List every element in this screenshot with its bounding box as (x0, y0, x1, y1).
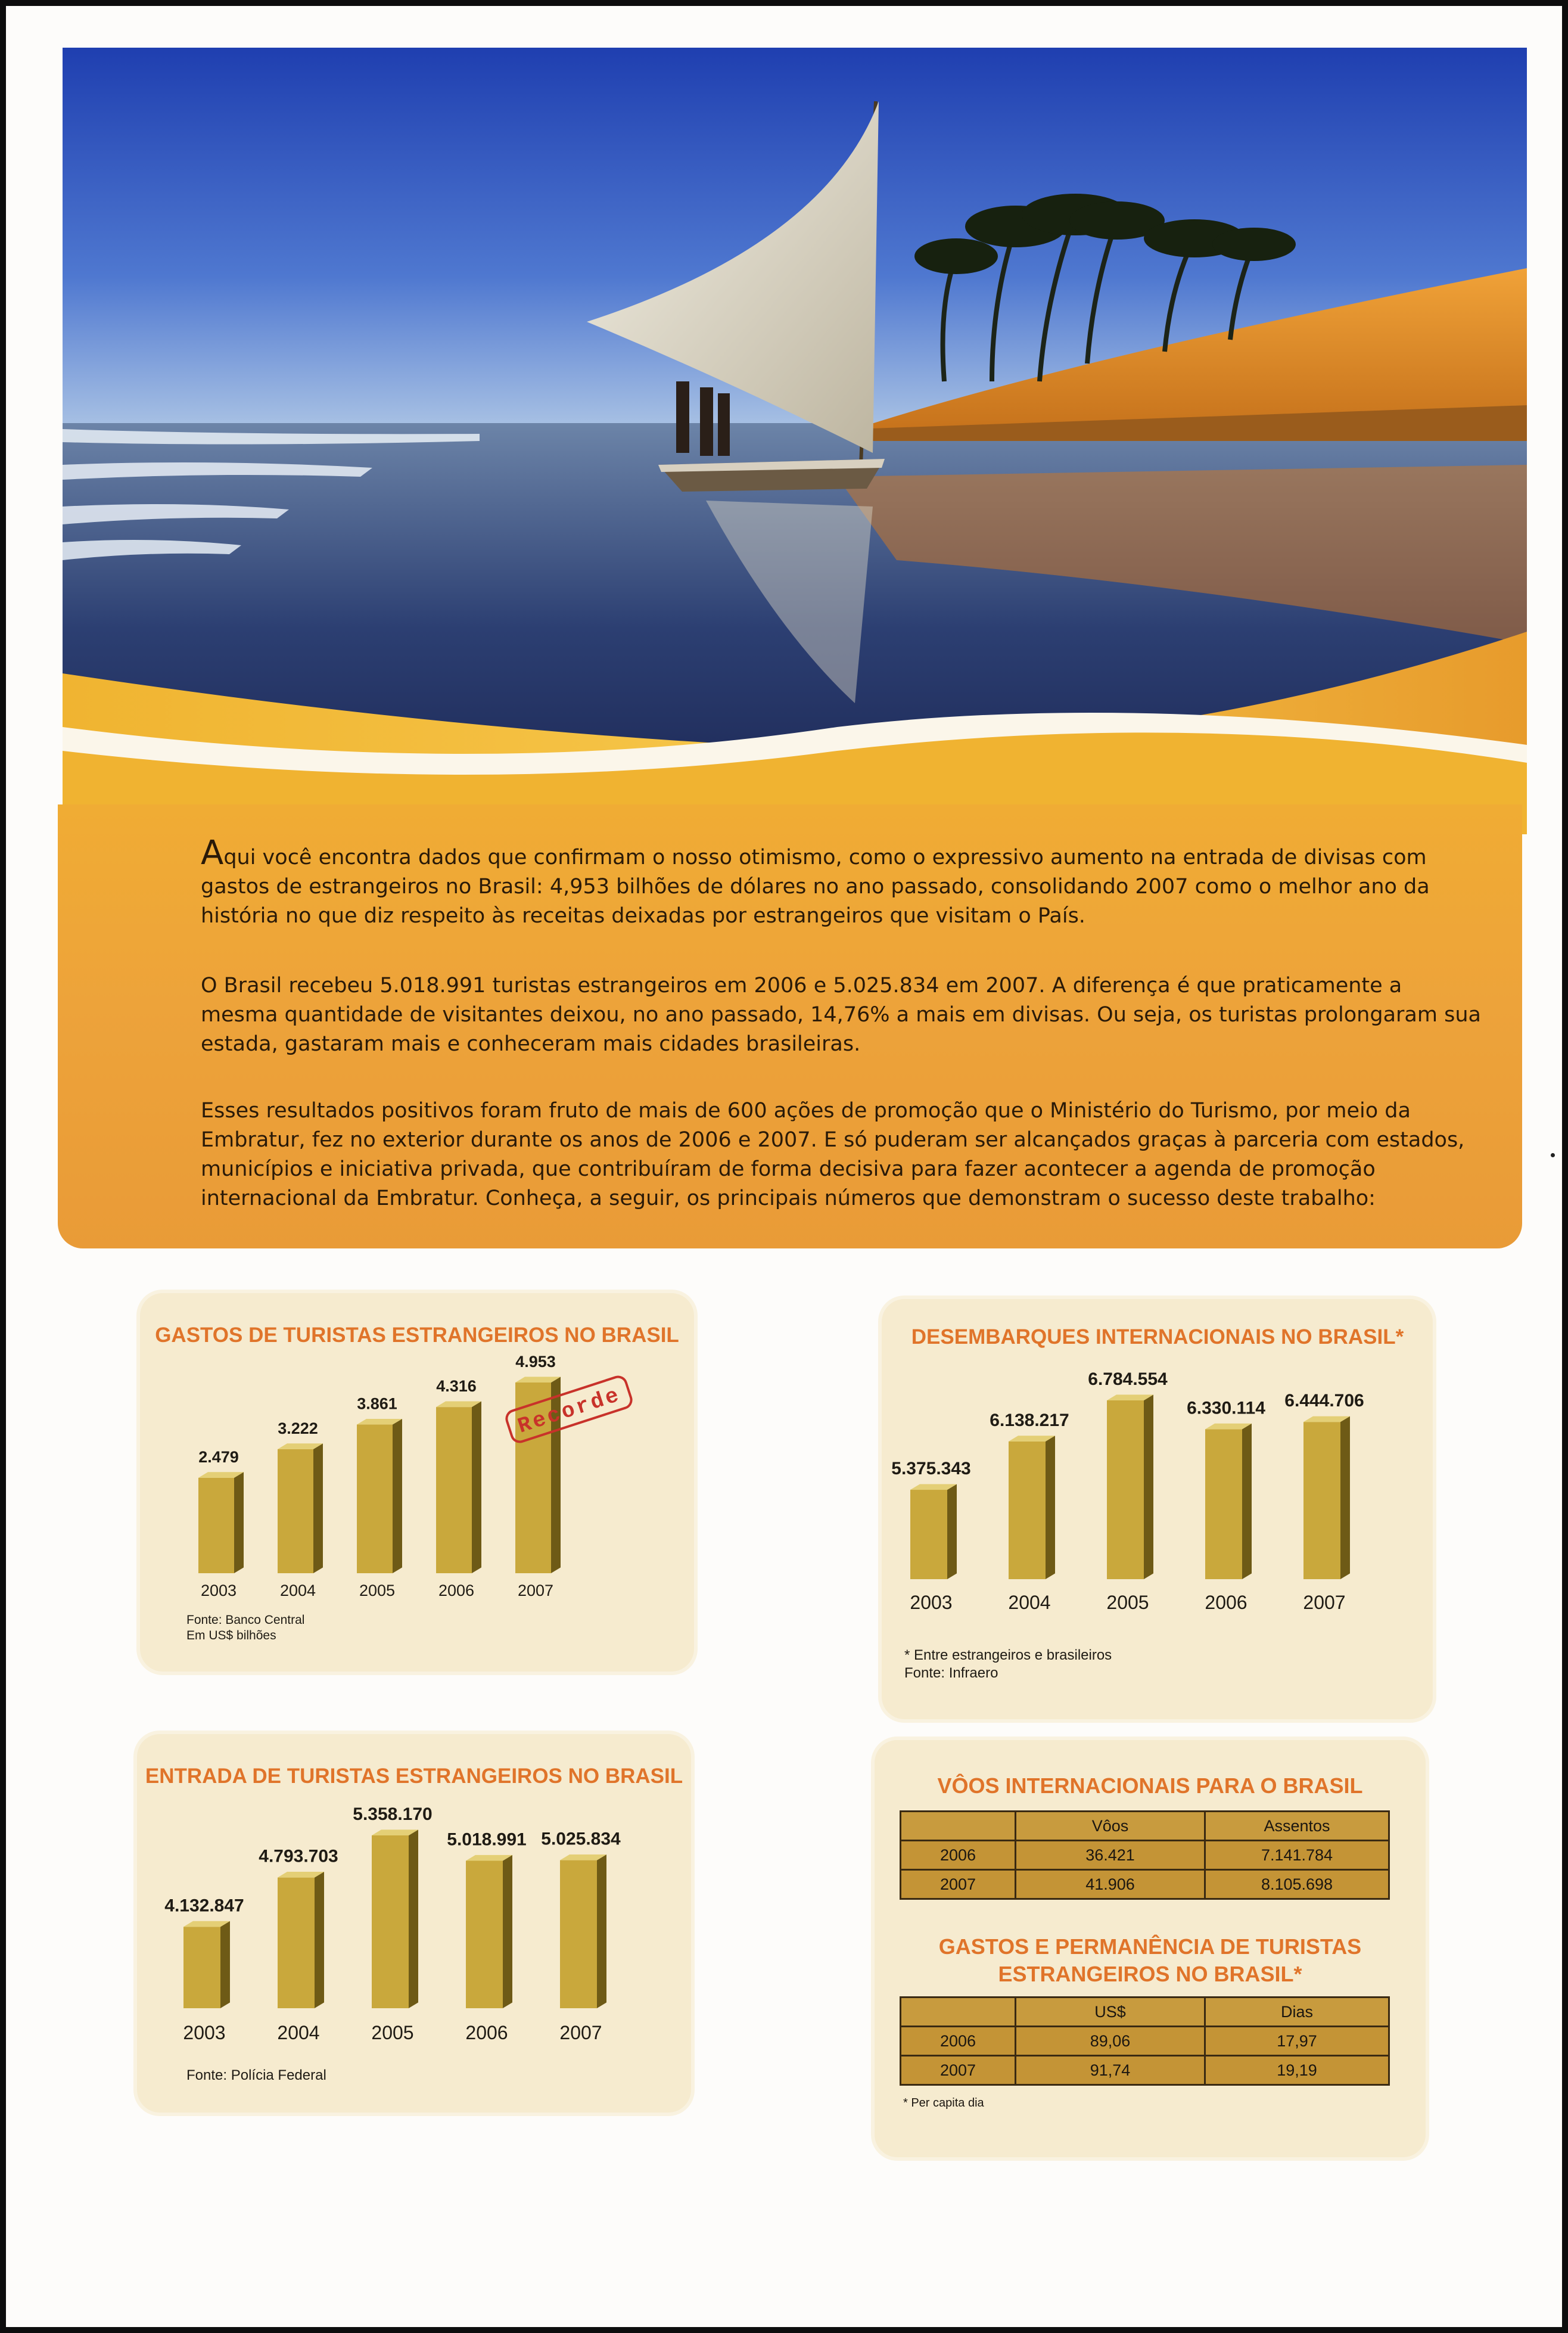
x-tick-label: 2004 (1008, 1592, 1051, 1613)
x-tick-label: 2003 (200, 1582, 237, 1599)
table-cell: 2007 (901, 2056, 1016, 2085)
chart-panel-desembarques (882, 1299, 1433, 1719)
bar-front (183, 1927, 220, 2008)
header-cell (901, 1998, 1016, 2027)
bar-front (198, 1478, 234, 1573)
bar-front (357, 1425, 393, 1573)
bar-chart-gastos (140, 1293, 694, 1672)
header-cell: Assentos (1205, 1812, 1389, 1841)
table-cell: 17,97 (1205, 2027, 1389, 2056)
bar-2004 (1009, 1436, 1055, 1579)
chart-panel-entrada (137, 1734, 691, 2113)
x-tick-label: 2003 (910, 1592, 953, 1613)
bar-side (472, 1402, 481, 1573)
bar-side (220, 1921, 230, 2008)
header-cell: US$ (1016, 1998, 1205, 2027)
value-label: 6.330.114 (1187, 1398, 1265, 1418)
header-cell (901, 1812, 1016, 1841)
bar-side (1046, 1436, 1055, 1579)
value-label: 2.479 (198, 1447, 239, 1466)
x-tick-label: 2004 (277, 2022, 320, 2043)
gastos-permanencia-title-line-2: ESTRANGEIROS NO BRASIL* (998, 1962, 1302, 1986)
bar-side (947, 1484, 957, 1579)
table-row (901, 1841, 1389, 1870)
table-cell: 2006 (901, 2027, 1016, 2056)
bars-group (198, 1353, 561, 1599)
bar-front (910, 1490, 947, 1579)
bar-front (278, 1878, 315, 2008)
table-cell: 7.141.784 (1205, 1841, 1389, 1870)
recorde-label: Recorde (515, 1383, 624, 1439)
gastos-permanencia-table (900, 1996, 1390, 2086)
bars-group (891, 1369, 1364, 1613)
value-label: 6.444.706 (1284, 1391, 1364, 1411)
table-cell: 36.421 (1016, 1841, 1205, 1870)
bar-2006 (436, 1402, 481, 1573)
voos-table (900, 1810, 1390, 1900)
hero-photo (63, 48, 1527, 834)
intro-paragraph-2: O Brasil recebeu 5.018.991 turistas estrangeiros em 2006 e 5.025.834 em 2007. A diferença é que praticamente a mesma quantidade de visitantes deixou, no ano passado, 14,76% a mais em divisas. Ou seja, os turistas prolongaram sua estada, gastaram mais e conheceram mais cidades brasileiras. (201, 974, 1481, 1056)
bar-front (436, 1407, 472, 1573)
footnote: * Entre estrangeiros e brasileiros (904, 1647, 1112, 1663)
header-cell: Vôos (1016, 1812, 1205, 1841)
x-tick-label: 2003 (183, 2022, 226, 2043)
value-label: 5.025.834 (541, 1829, 621, 1849)
value-label: 4.793.703 (259, 1846, 338, 1866)
table-cell: 89,06 (1016, 2027, 1205, 2056)
bar-front (372, 1835, 409, 2008)
bar-front (560, 1860, 597, 2008)
bar-2006 (1205, 1424, 1252, 1579)
x-tick-label: 2007 (559, 2022, 602, 2043)
bars-group (164, 1804, 621, 2043)
table-cell: 41.906 (1016, 1870, 1205, 1899)
bar-side (503, 1855, 512, 2008)
x-tick-label: 2004 (279, 1582, 316, 1599)
bar-2003 (910, 1484, 957, 1579)
x-tick-label: 2006 (1205, 1592, 1247, 1613)
x-tick-label: 2005 (371, 2022, 414, 2043)
table-cell: 8.105.698 (1205, 1870, 1389, 1899)
intro-paragraph-1 (201, 834, 1482, 931)
bar-2005 (357, 1419, 402, 1573)
bar-front (466, 1860, 503, 2008)
value-label: 6.784.554 (1088, 1369, 1168, 1389)
bar-front (1303, 1422, 1340, 1579)
bar-2004 (278, 1872, 324, 2008)
x-tick-label: 2005 (1106, 1592, 1149, 1613)
value-label: 6.138.217 (990, 1410, 1069, 1430)
intro-paragraph-1-text: qui você encontra dados que confirmam o nosso otimismo, como o expressivo aumento na entrada de divisas com gastos de estrangeiros no Brasil: 4,953 bilhões de dólares no ano passado, consolidando 2007 como o melhor ano da história no que diz respeito às receitas deixadas por estrangeiros que visitam o País. (201, 846, 1430, 928)
chart-title: ENTRADA DE TURISTAS ESTRANGEIROS NO BRASIL (145, 1764, 683, 1788)
table-header-row (901, 1998, 1389, 2027)
unit-note: Em US$ bilhões (186, 1629, 276, 1642)
bar-chart-entrada (137, 1734, 691, 2113)
table-cell: 91,74 (1016, 2056, 1205, 2085)
value-label: 4.953 (515, 1353, 556, 1371)
x-tick-label: 2006 (438, 1582, 475, 1599)
beach-sailboat-illustration (63, 48, 1527, 834)
bar-2003 (183, 1921, 230, 2008)
voos-table-title: VÔOS INTERNACIONAIS PARA O BRASIL (937, 1773, 1363, 1798)
bar-side (315, 1872, 324, 2008)
edge-dot (1551, 1153, 1555, 1157)
x-tick-label: 2005 (359, 1582, 396, 1599)
bar-side (234, 1472, 244, 1573)
bar-side (597, 1854, 606, 2008)
value-label: 5.358.170 (353, 1804, 433, 1824)
value-label: 5.375.343 (891, 1459, 971, 1479)
bar-chart-desembarques (882, 1299, 1433, 1719)
table-cell: 2006 (901, 1841, 1016, 1870)
bar-2005 (1107, 1394, 1153, 1579)
source-note: Fonte: Banco Central (186, 1613, 305, 1627)
tables-panel (875, 1740, 1426, 2157)
bar-2003 (198, 1472, 244, 1573)
bar-2007 (560, 1854, 606, 2008)
x-tick-label: 2007 (1303, 1592, 1346, 1613)
per-capita-note: * Per capita dia (903, 2096, 984, 2110)
value-label: 5.018.991 (447, 1829, 527, 1850)
bar-front (1009, 1442, 1046, 1579)
bar-side (1144, 1394, 1153, 1579)
bar-side (1340, 1416, 1350, 1579)
bar-side (409, 1829, 418, 2008)
intro-text-box (58, 804, 1522, 1248)
value-label: 3.222 (278, 1419, 318, 1437)
bar-front (278, 1449, 313, 1573)
table-row (901, 1870, 1389, 1899)
intro-dropcap: A (201, 834, 224, 872)
bar-side (1242, 1424, 1252, 1579)
bar-front (1107, 1400, 1144, 1579)
bar-side (313, 1443, 323, 1573)
value-label: 4.132.847 (164, 1896, 244, 1916)
intro-paragraph-3: Esses resultados positivos foram fruto de mais de 600 ações de promoção que o Ministério do Turismo, por meio da Embratur, fez no exterior durante os anos de 2006 e 2007. E só puderam ser alcançados graças à parceria com estados, municípios e iniciativa privada, que contribuíram de forma decisiva para fazer acontecer a agenda de promoção internacional da Embratur. Conheça, a seguir, os principais números que demonstram o sucesso deste trabalho: (201, 1099, 1465, 1210)
source-note: Fonte: Infraero (904, 1665, 998, 1681)
table-cell: 2007 (901, 1870, 1016, 1899)
source-note: Fonte: Polícia Federal (186, 2067, 326, 2083)
chart-panel-gastos (140, 1293, 694, 1672)
value-label: 3.861 (357, 1394, 397, 1413)
table-row (901, 2056, 1389, 2085)
bar-2007 (1303, 1416, 1350, 1579)
chart-title: DESEMBARQUES INTERNACIONAIS NO BRASIL* (911, 1325, 1404, 1349)
value-label: 4.316 (436, 1377, 477, 1396)
header-cell: Dias (1205, 1998, 1389, 2027)
x-tick-label: 2007 (517, 1582, 554, 1599)
x-tick-label: 2006 (465, 2022, 508, 2043)
table-header-row (901, 1812, 1389, 1841)
bar-2005 (372, 1829, 418, 2008)
bar-2006 (466, 1855, 512, 2008)
table-row (901, 2027, 1389, 2056)
gastos-permanencia-title-line-1: GASTOS E PERMANÊNCIA DE TURISTAS (938, 1934, 1362, 1959)
chart-title: GASTOS DE TURISTAS ESTRANGEIROS NO BRASIL (155, 1324, 679, 1347)
bar-2004 (278, 1443, 323, 1573)
bar-side (393, 1419, 402, 1573)
table-cell: 19,19 (1205, 2056, 1389, 2085)
bar-front (1205, 1429, 1242, 1579)
